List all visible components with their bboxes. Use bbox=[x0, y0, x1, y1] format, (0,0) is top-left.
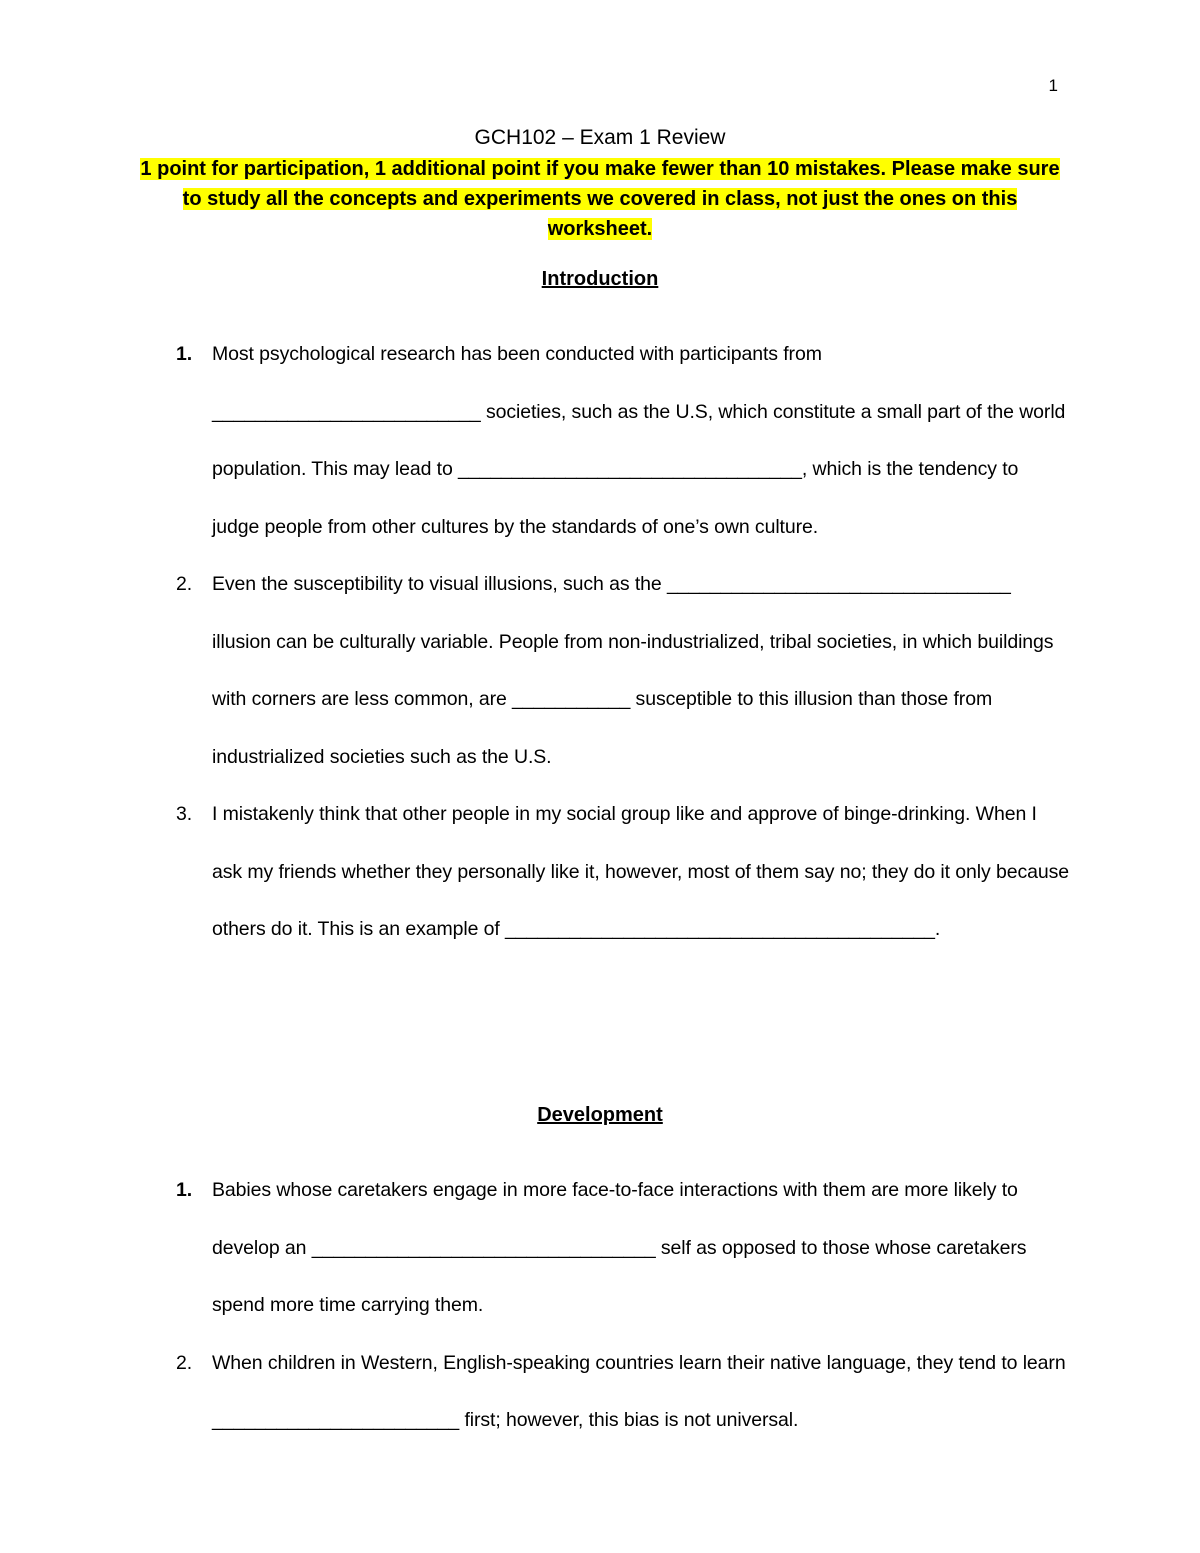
question-text: When children in Western, English-speaking countries learn their native language, they tend to learn _______________________ first; however, this bias is not universal. bbox=[212, 1351, 1066, 1431]
introduction-question-2 bbox=[140, 556, 1070, 786]
question-number: 1. bbox=[176, 1179, 193, 1201]
document-title: GCH102 – Exam 1 Review bbox=[474, 126, 726, 149]
section-heading-development: Development bbox=[537, 1104, 663, 1126]
participation-notice bbox=[140, 154, 1060, 244]
introduction-question-list bbox=[140, 326, 1070, 959]
question-text: Babies whose caretakers engage in more face-to-face interactions with them are more likely to develop an ________________________________ self as opposed to those whose caretakers spend more time carrying them. bbox=[212, 1179, 1027, 1316]
highlighted-notice-text: 1 point for participation, 1 additional point if you make fewer than 10 mistakes. Please make sure to study all the concepts and experiments we covered in class, not just the ones on this worksheet. bbox=[140, 158, 1060, 240]
introduction-question-3 bbox=[140, 786, 1070, 959]
title-block bbox=[140, 124, 1060, 244]
question-text: Even the susceptibility to visual illusions, such as the ________________________________ illusion can be culturally variable. People from non-industrialized, tribal societies, in which buildings with corners are less common, are ___________ susceptible to this illusion than those from industrialized societies such as the U.S. bbox=[212, 573, 1054, 768]
question-number: 2. bbox=[176, 573, 193, 595]
question-number: 1. bbox=[176, 343, 193, 365]
introduction-question-1 bbox=[140, 326, 1070, 556]
development-question-list bbox=[140, 1162, 1070, 1450]
question-number: 3. bbox=[176, 803, 193, 825]
question-text: Most psychological research has been conducted with participants from _________________________ societies, such as the U.S, which constitute a small part of the world population. This may lead to ________________________________, which is the tendency to judge people from other cultures by the standards of one’s own culture. bbox=[212, 343, 1066, 538]
question-text: I mistakenly think that other people in my social group like and approve of binge-drinking. When I ask my friends whether they personally like it, however, most of them say no; they do it only because others do it. This is an example of ________________________________________. bbox=[212, 803, 1069, 940]
question-number: 2. bbox=[176, 1351, 193, 1374]
development-question-2 bbox=[140, 1335, 1070, 1450]
page-number: 1 bbox=[1048, 76, 1058, 95]
section-heading-introduction: Introduction bbox=[541, 268, 659, 290]
development-question-1 bbox=[140, 1162, 1070, 1335]
